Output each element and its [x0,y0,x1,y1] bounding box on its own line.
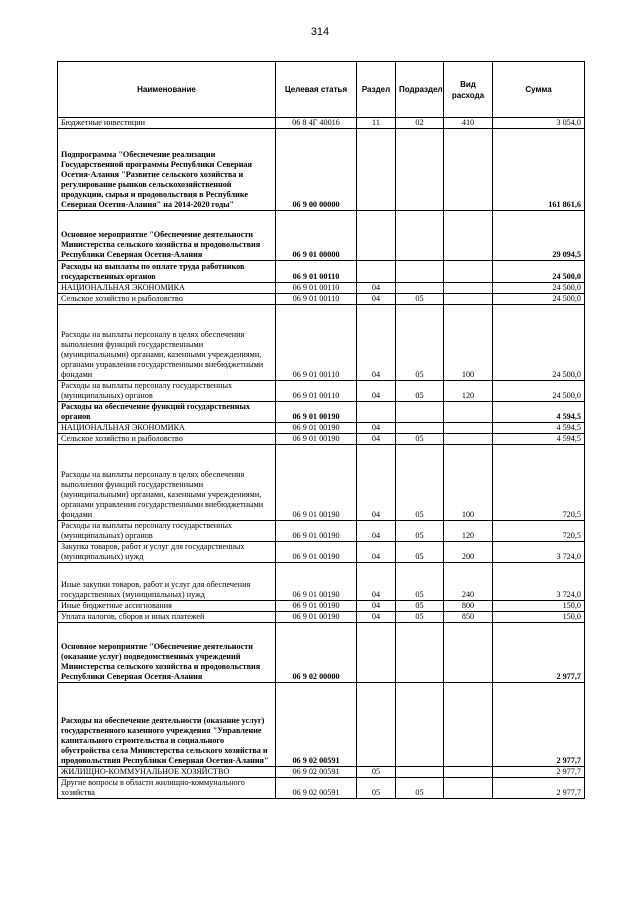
cell-target-article: 06 9 01 00190 [276,434,357,445]
cell-name: Закупка товаров, работ и услуг для государственных (муниципальных) нужд [58,542,276,563]
cell-subsection: 05 [396,612,444,623]
cell-section: 04 [357,542,396,563]
cell-target-article: 06 9 01 00190 [276,612,357,623]
table-row [58,601,585,612]
cell-sum: 24 500,0 [493,261,585,283]
cell-expense-kind [444,778,493,799]
cell-expense-kind: 410 [444,118,493,129]
cell-sum: 29 094,5 [493,211,585,261]
table-body [58,118,585,799]
header-sum: Сумма [493,62,585,118]
cell-section [357,683,396,767]
cell-sum: 2 977,7 [493,778,585,799]
cell-sum: 161 861,6 [493,129,585,211]
table-row [58,423,585,434]
cell-sum: 4 594,5 [493,434,585,445]
cell-name: Сельское хозяйство и рыболовство [58,294,276,305]
table-row [58,445,585,521]
cell-name: Подпрограмма "Обеспечение реализации Государственной программы Республики Северная Осетия-Алания "Развитие сельского хозяйства и регулирование рынков сельскохозяйственной продукции, сырья и продовольствия в Республике Северная Осетия-Алания" на 2014-2020 годы" [58,129,276,211]
cell-section: 05 [357,778,396,799]
cell-expense-kind: 120 [444,381,493,402]
cell-expense-kind: 200 [444,542,493,563]
cell-expense-kind: 800 [444,601,493,612]
cell-expense-kind [444,294,493,305]
cell-expense-kind [444,767,493,778]
header-target-article: Целевая статья [276,62,357,118]
header-section: Раздел [357,62,396,118]
cell-target-article: 06 9 02 00591 [276,767,357,778]
cell-expense-kind [444,423,493,434]
cell-name: Основное мероприятие "Обеспечение деятельности Министерства сельского хозяйства и продовольствия Республики Северная Осетия-Алания [58,211,276,261]
table-row [58,623,585,683]
cell-name: Расходы на выплаты персоналу в целях обеспечения выполнения функций государственными (муниципальными) органами, казенными учреждениями, органами управления государственными внебюджетными фондами [58,305,276,381]
cell-expense-kind [444,623,493,683]
cell-target-article: 06 9 01 00110 [276,283,357,294]
table-row [58,283,585,294]
table-row [58,434,585,445]
cell-name: ЖИЛИЩНО-КОММУНАЛЬНОЕ ХОЗЯЙСТВО [58,767,276,778]
cell-subsection: 02 [396,118,444,129]
cell-section: 11 [357,118,396,129]
cell-subsection: 05 [396,445,444,521]
cell-subsection: 05 [396,563,444,601]
cell-target-article: 06 9 00 00000 [276,129,357,211]
header-name: Наименование [58,62,276,118]
cell-sum: 2 977,7 [493,683,585,767]
cell-expense-kind: 100 [444,445,493,521]
cell-expense-kind: 120 [444,521,493,542]
cell-target-article: 06 9 01 00190 [276,445,357,521]
cell-section: 05 [357,767,396,778]
cell-expense-kind: 100 [444,305,493,381]
cell-section: 04 [357,423,396,434]
cell-section [357,623,396,683]
cell-subsection [396,683,444,767]
cell-section: 04 [357,283,396,294]
cell-section: 04 [357,294,396,305]
cell-section [357,129,396,211]
cell-target-article: 06 9 01 00190 [276,402,357,423]
cell-subsection [396,402,444,423]
cell-name: НАЦИОНАЛЬНАЯ ЭКОНОМИКА [58,283,276,294]
cell-name: Сельское хозяйство и рыболовство [58,434,276,445]
cell-section: 04 [357,445,396,521]
table-row [58,402,585,423]
cell-name: Расходы на выплаты по оплате труда работников государственных органов [58,261,276,283]
cell-expense-kind [444,129,493,211]
table-row [58,683,585,767]
cell-subsection [396,211,444,261]
cell-sum: 150,0 [493,612,585,623]
cell-name: Расходы на обеспечение деятельности (оказание услуг) государственного казенного учреждения "Управление капитального строительства и социального обустройства села Министерства сельского хозяйства и продовольствия Республики Северная Осетия-Алания" [58,683,276,767]
cell-name: Расходы на выплаты персоналу государственных (муниципальных) органов [58,521,276,542]
cell-sum: 24 500,0 [493,294,585,305]
table-row [58,211,585,261]
cell-section [357,261,396,283]
table-header-row [58,62,585,118]
cell-subsection: 05 [396,305,444,381]
cell-section: 04 [357,563,396,601]
cell-sum: 24 500,0 [493,381,585,402]
table-row [58,305,585,381]
table-row [58,294,585,305]
table-row [58,612,585,623]
cell-target-article: 06 9 02 00000 [276,623,357,683]
cell-subsection: 05 [396,542,444,563]
budget-table [57,61,585,799]
cell-subsection: 05 [396,294,444,305]
cell-subsection [396,623,444,683]
table-row [58,767,585,778]
cell-sum: 150,0 [493,601,585,612]
cell-target-article: 06 9 01 00110 [276,261,357,283]
cell-expense-kind [444,283,493,294]
cell-target-article: 06 8 4Г 40016 [276,118,357,129]
cell-expense-kind: 240 [444,563,493,601]
cell-name: Расходы на выплаты персоналу государственных (муниципальных) органов [58,381,276,402]
cell-target-article: 06 9 01 00110 [276,305,357,381]
cell-name: Уплата налогов, сборов и иных платежей [58,612,276,623]
header-subsection: Подраздел [396,62,444,118]
cell-subsection: 05 [396,381,444,402]
table-row [58,521,585,542]
cell-target-article: 06 9 02 00591 [276,778,357,799]
cell-target-article: 06 9 01 00190 [276,563,357,601]
cell-expense-kind [444,683,493,767]
cell-section [357,402,396,423]
table-row [58,261,585,283]
cell-subsection: 05 [396,778,444,799]
cell-section: 04 [357,305,396,381]
cell-sum: 3 054,0 [493,118,585,129]
cell-name: НАЦИОНАЛЬНАЯ ЭКОНОМИКА [58,423,276,434]
page-number: 314 [310,26,330,38]
cell-sum: 3 724,0 [493,542,585,563]
cell-section: 04 [357,521,396,542]
table-row [58,129,585,211]
cell-target-article: 06 9 01 00190 [276,542,357,563]
cell-expense-kind: 850 [444,612,493,623]
cell-target-article: 06 9 01 00110 [276,294,357,305]
cell-sum: 3 724,0 [493,563,585,601]
cell-target-article: 06 9 01 00000 [276,211,357,261]
cell-subsection [396,423,444,434]
cell-sum: 24 500,0 [493,305,585,381]
cell-subsection: 05 [396,434,444,445]
cell-target-article: 06 9 01 00190 [276,601,357,612]
table-row [58,542,585,563]
cell-subsection [396,261,444,283]
cell-sum: 2 977,7 [493,623,585,683]
cell-name: Другие вопросы в области жилищно-коммунального хозяйства [58,778,276,799]
cell-target-article: 06 9 02 00591 [276,683,357,767]
cell-section: 04 [357,601,396,612]
cell-section: 04 [357,381,396,402]
cell-target-article: 06 9 01 00190 [276,521,357,542]
header-expense-kind: Вид расхода [444,62,493,118]
cell-sum: 2 977,7 [493,767,585,778]
cell-subsection [396,767,444,778]
cell-subsection [396,283,444,294]
cell-subsection: 05 [396,521,444,542]
cell-subsection [396,129,444,211]
cell-expense-kind [444,261,493,283]
cell-expense-kind [444,434,493,445]
cell-sum: 4 594,5 [493,423,585,434]
table-row [58,118,585,129]
cell-name: Иные бюджетные ассигнования [58,601,276,612]
cell-subsection: 05 [396,601,444,612]
cell-section: 04 [357,434,396,445]
cell-section: 04 [357,612,396,623]
table-row [58,381,585,402]
cell-name: Иные закупки товаров, работ и услуг для обеспечения государственных (муниципальных) нужд [58,563,276,601]
table-row [58,778,585,799]
cell-target-article: 06 9 01 00110 [276,381,357,402]
cell-expense-kind [444,211,493,261]
cell-sum: 720,5 [493,521,585,542]
cell-name: Основное мероприятие "Обеспечение деятельности (оказание услуг) подведомственных учреждений Министерства сельского хозяйства и продовольствия Республики Северная Осетия-Алания [58,623,276,683]
cell-name: Расходы на обеспечение функций государственных органов [58,402,276,423]
cell-expense-kind [444,402,493,423]
cell-name: Расходы на выплаты персоналу в целях обеспечения выполнения функций государственными (муниципальными) органами, казенными учреждениями, органами управления государственными внебюджетными фондами [58,445,276,521]
cell-section [357,211,396,261]
cell-target-article: 06 9 01 00190 [276,423,357,434]
cell-sum: 24 500,0 [493,283,585,294]
cell-sum: 4 594,5 [493,402,585,423]
cell-name: Бюджетные инвестиции [58,118,276,129]
table-row [58,563,585,601]
cell-sum: 720,5 [493,445,585,521]
